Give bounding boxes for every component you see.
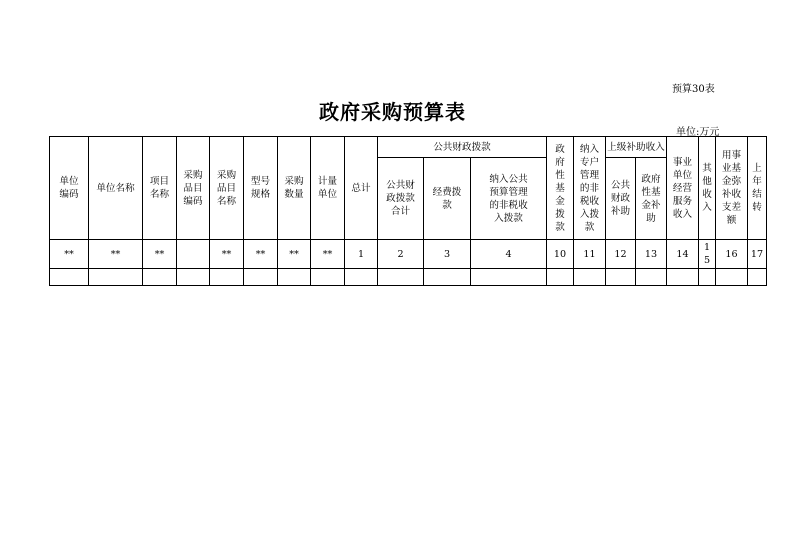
col-header: 项目 名称: [143, 137, 177, 240]
table-cell: 13: [636, 240, 667, 269]
table-cell: [89, 269, 143, 286]
table-cell: 3: [424, 240, 471, 269]
table-cell: [606, 269, 636, 286]
col-header: 采购 品目 编码: [177, 137, 210, 240]
table-row: [50, 240, 767, 269]
table-cell: **: [210, 240, 244, 269]
table-cell: **: [311, 240, 345, 269]
table-cell: 4: [471, 240, 547, 269]
col-header: 单位名称: [89, 137, 143, 240]
table-cell: [547, 269, 574, 286]
col-header: 事业 单位 经营 服务 收入: [667, 137, 699, 240]
col-header: 单位 编码: [50, 137, 89, 240]
group-header-superior-subsidy: 上级补助收入: [606, 137, 667, 158]
table-cell: 1: [345, 240, 378, 269]
table-cell: [636, 269, 667, 286]
col-header: 用事 业基 金弥 补收 支差 额: [716, 137, 748, 240]
table-cell: [244, 269, 278, 286]
table-cell: [716, 269, 748, 286]
col-header: 型号 规格: [244, 137, 278, 240]
group-header-public-finance: 公共财政拨款: [378, 137, 547, 158]
col-header: 总计: [345, 137, 378, 240]
col-header: 公共财 政拨款 合计: [378, 158, 424, 240]
table-cell: 12: [606, 240, 636, 269]
table-cell: [311, 269, 345, 286]
col-header: 经费拨 款: [424, 158, 471, 240]
table-cell: **: [50, 240, 89, 269]
table-cell: [378, 269, 424, 286]
table-cell: [574, 269, 606, 286]
table-cell: [471, 269, 547, 286]
col-header: 政 府 性 基 金 拨 款: [547, 137, 574, 240]
table-cell: [177, 240, 210, 269]
table-cell: 17: [748, 240, 767, 269]
table-cell: [345, 269, 378, 286]
table-cell: **: [278, 240, 311, 269]
col-header: 上 年 结 转: [748, 137, 767, 240]
table-cell: [667, 269, 699, 286]
table-cell: 16: [716, 240, 748, 269]
table-cell: 10: [547, 240, 574, 269]
table-cell: [424, 269, 471, 286]
table-cell: 2: [378, 240, 424, 269]
header-row-group: [50, 137, 767, 158]
table-cell: [210, 269, 244, 286]
col-header: 公共 财政 补助: [606, 158, 636, 240]
page-title: 政府采购预算表: [319, 100, 466, 124]
table-cell: [699, 269, 716, 286]
budget-table: [49, 136, 767, 286]
unit-label: 单位:万元: [676, 127, 720, 138]
col-header: 纳入 专户 管理 的非 税收 入拨 款: [574, 137, 606, 240]
table-cell: [177, 269, 210, 286]
table-cell: [748, 269, 767, 286]
col-header: 其 他 收 入: [699, 137, 716, 240]
table-cell: [143, 269, 177, 286]
table-cell: **: [143, 240, 177, 269]
table-cell: [50, 269, 89, 286]
table-cell: 14: [667, 240, 699, 269]
table-cell: 11: [574, 240, 606, 269]
col-header: 政府 性基 金补 助: [636, 158, 667, 240]
table-row-empty: [50, 269, 767, 286]
table-number: 预算30表: [672, 84, 715, 95]
col-header: 采购 数量: [278, 137, 311, 240]
table-cell: 1 5: [699, 240, 716, 269]
col-header: 纳入公共 预算管理 的非税收 入拨款: [471, 158, 547, 240]
col-header: 采购 品目 名称: [210, 137, 244, 240]
table-cell: [278, 269, 311, 286]
col-header: 计量 单位: [311, 137, 345, 240]
table-cell: **: [89, 240, 143, 269]
table-cell: **: [244, 240, 278, 269]
